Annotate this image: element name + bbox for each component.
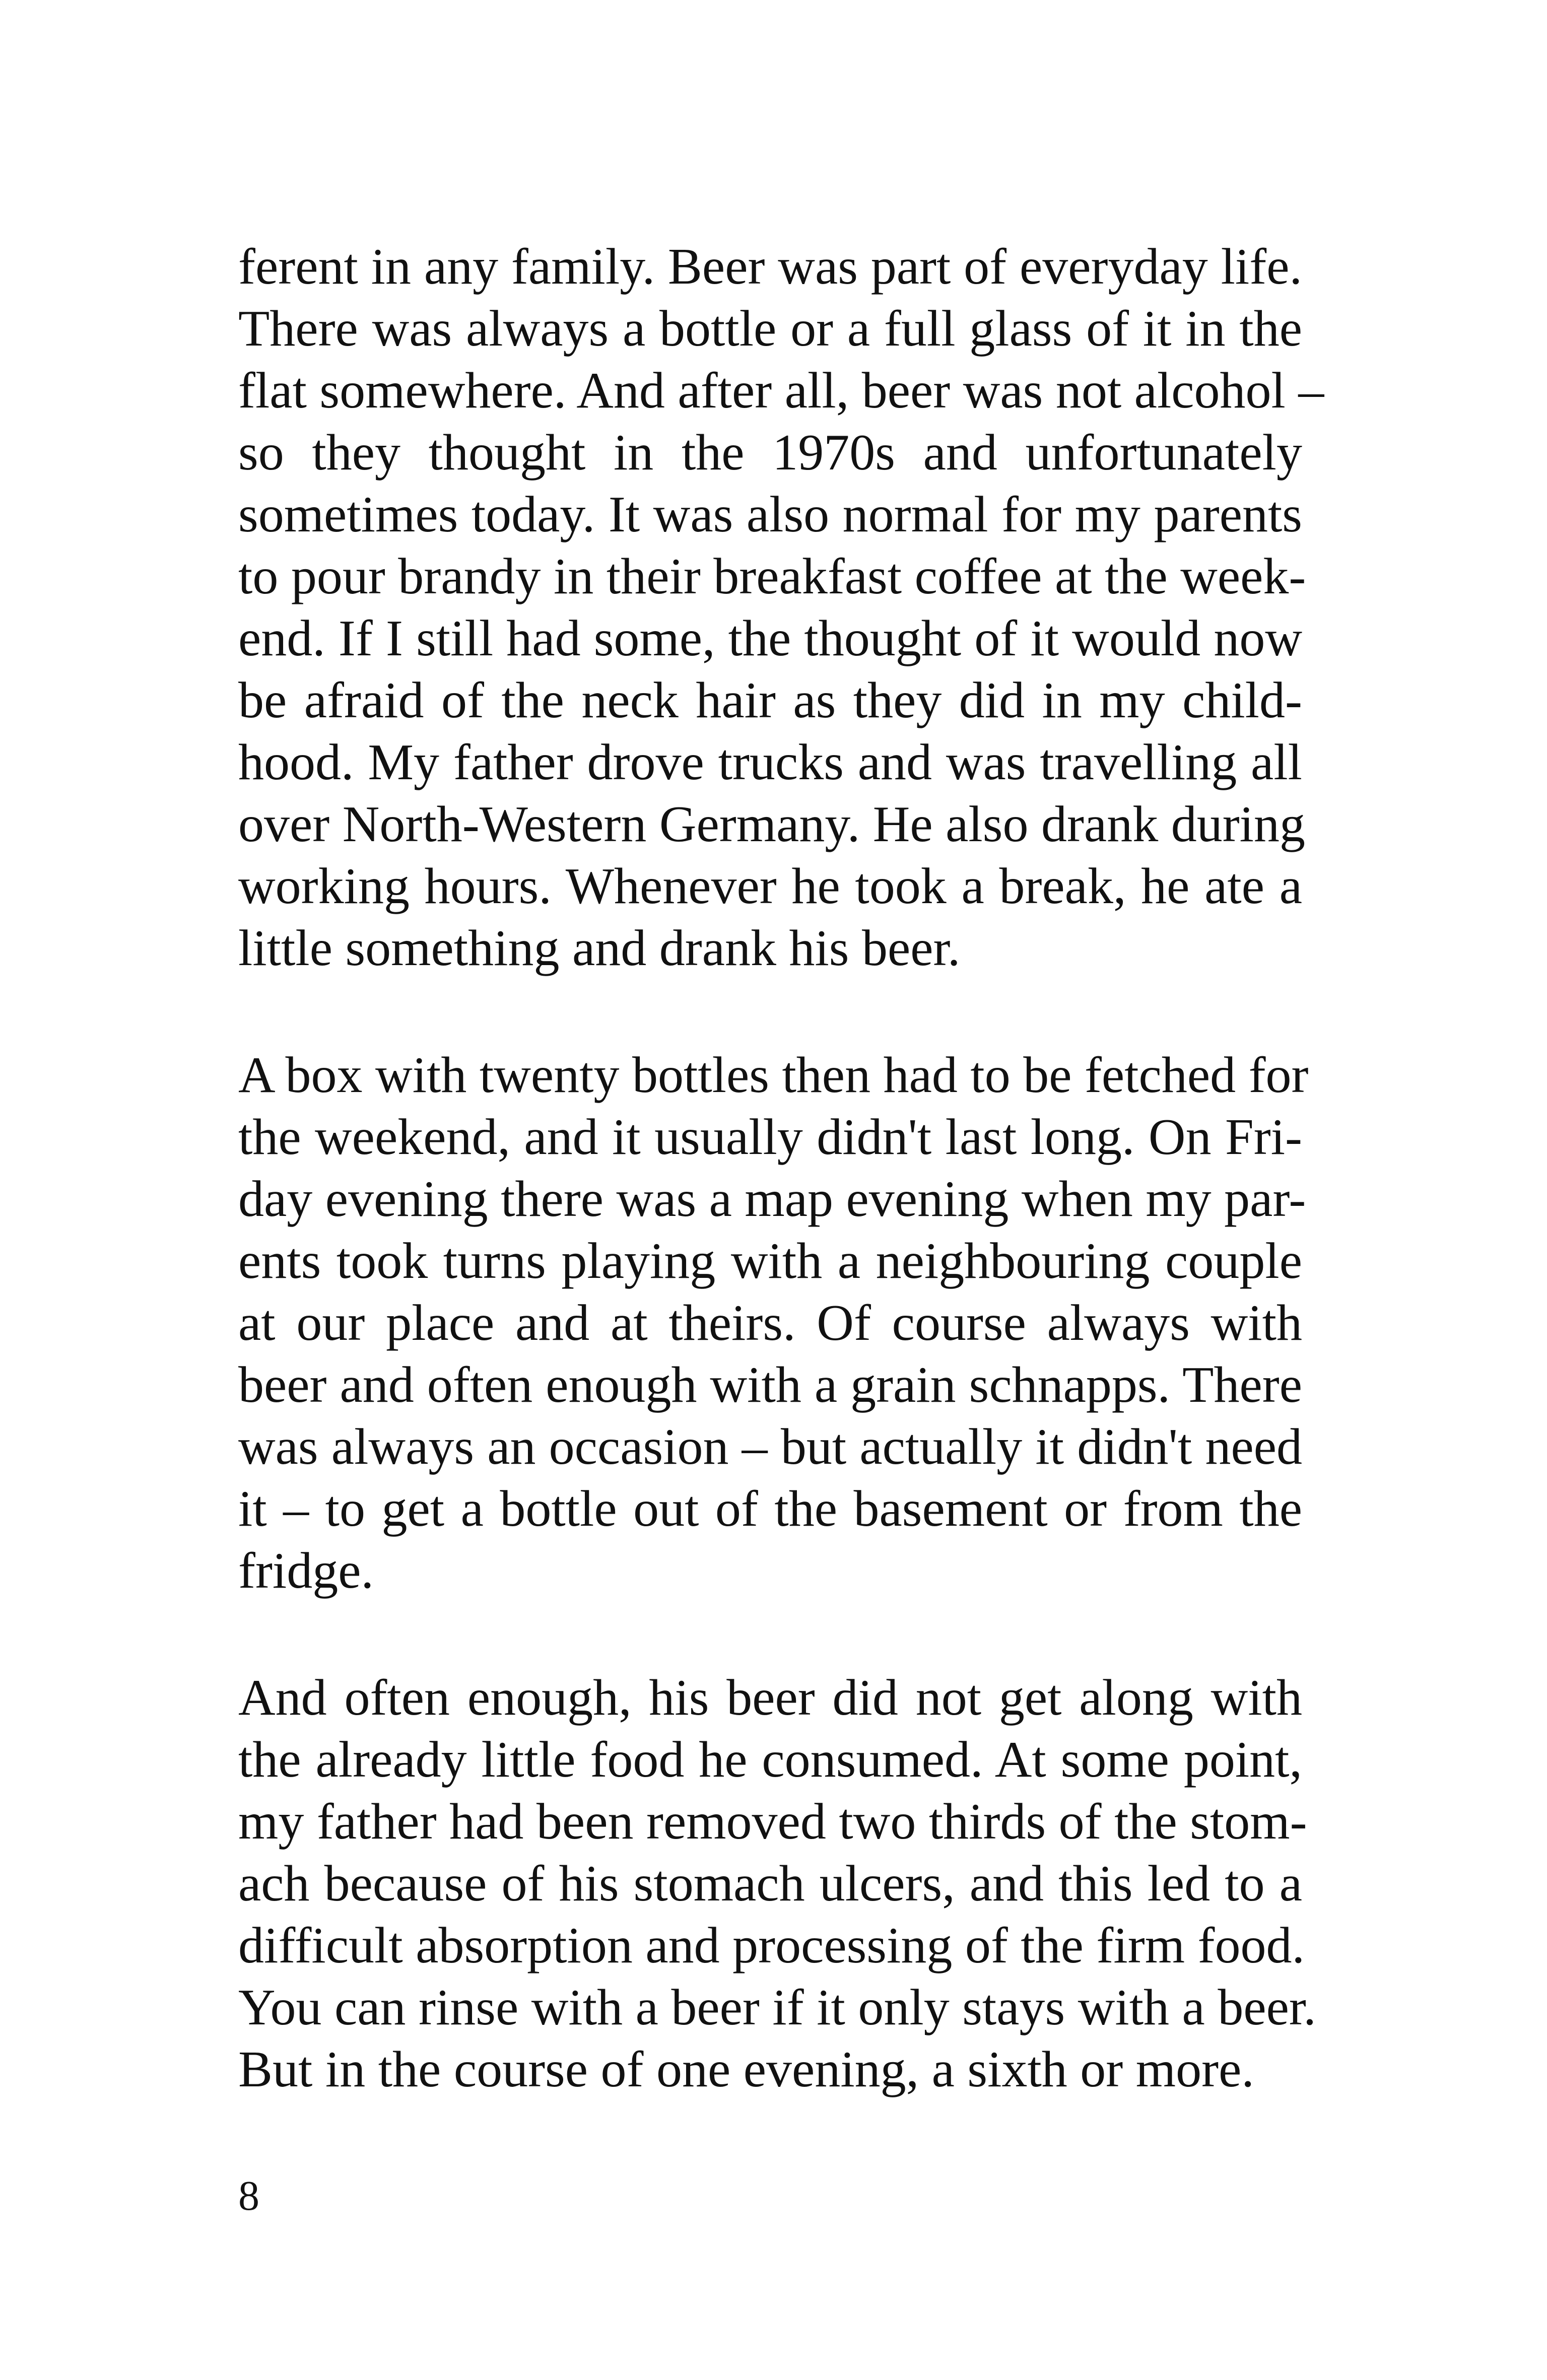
text-line: my father had been removed two thirds of the stom- <box>238 1793 1307 1850</box>
text-line: A box with twenty bottles then had to be fetched for <box>238 1047 1309 1104</box>
paragraph-spacer <box>238 1602 1302 1667</box>
text-line: to pour brandy in their breakfast coffee at the week- <box>238 548 1306 605</box>
text-line: flat somewhere. And after all, beer was not alcohol – <box>238 362 1324 419</box>
text-line: the already little food he consumed. At some point, <box>238 1731 1302 1788</box>
paragraph-spacer <box>238 979 1302 1044</box>
text-line: the weekend, and it usually didn't last long. On Fri- <box>238 1109 1302 1166</box>
text-line: was always an occasion – but actually it didn't need <box>238 1418 1302 1475</box>
text-line: little something and drank his beer. <box>238 920 961 977</box>
text-line: working hours. Whenever he took a break, he ate a <box>238 858 1302 915</box>
text-line: at our place and at theirs. Of course always with <box>238 1295 1302 1351</box>
paragraph-2 <box>238 1044 1309 1602</box>
text-line: beer and often enough with a grain schnapps. There <box>238 1356 1302 1413</box>
text-line: There was always a bottle or a full glass of it in the <box>238 300 1302 357</box>
text-line: end. If I still had some, the thought of it would now <box>238 610 1302 667</box>
body-text <box>238 236 1324 2100</box>
text-line: hood. My father drove trucks and was travelling all <box>238 734 1302 791</box>
text-line: day evening there was a map evening when my par- <box>238 1171 1306 1228</box>
text-line: difficult absorption and processing of the firm food. <box>238 1917 1305 1974</box>
paragraph-3 <box>238 1667 1316 2100</box>
text-line: fridge. <box>238 1542 374 1599</box>
text-line: ach because of his stomach ulcers, and this led to a <box>238 1855 1302 1912</box>
page-number: 8 <box>238 2172 259 2219</box>
text-line: be afraid of the neck hair as they did in my child- <box>238 672 1302 729</box>
paragraph-1 <box>238 236 1324 979</box>
text-line: so they thought in the 1970s and unfortunately <box>238 424 1302 481</box>
text-line: it – to get a bottle out of the basement or from the <box>238 1480 1302 1537</box>
text-line: And often enough, his beer did not get along with <box>238 1669 1302 1726</box>
text-line: But in the course of one evening, a sixth or more. <box>238 2041 1254 2098</box>
text-line: over North-Western Germany. He also drank during <box>238 796 1305 853</box>
text-line: ents took turns playing with a neighbouring couple <box>238 1233 1302 1289</box>
text-line: ferent in any family. Beer was part of everyday life. <box>238 238 1302 295</box>
text-line: sometimes today. It was also normal for my parents <box>238 486 1302 543</box>
text-line: You can rinse with a beer if it only stays with a beer. <box>238 1979 1316 2036</box>
